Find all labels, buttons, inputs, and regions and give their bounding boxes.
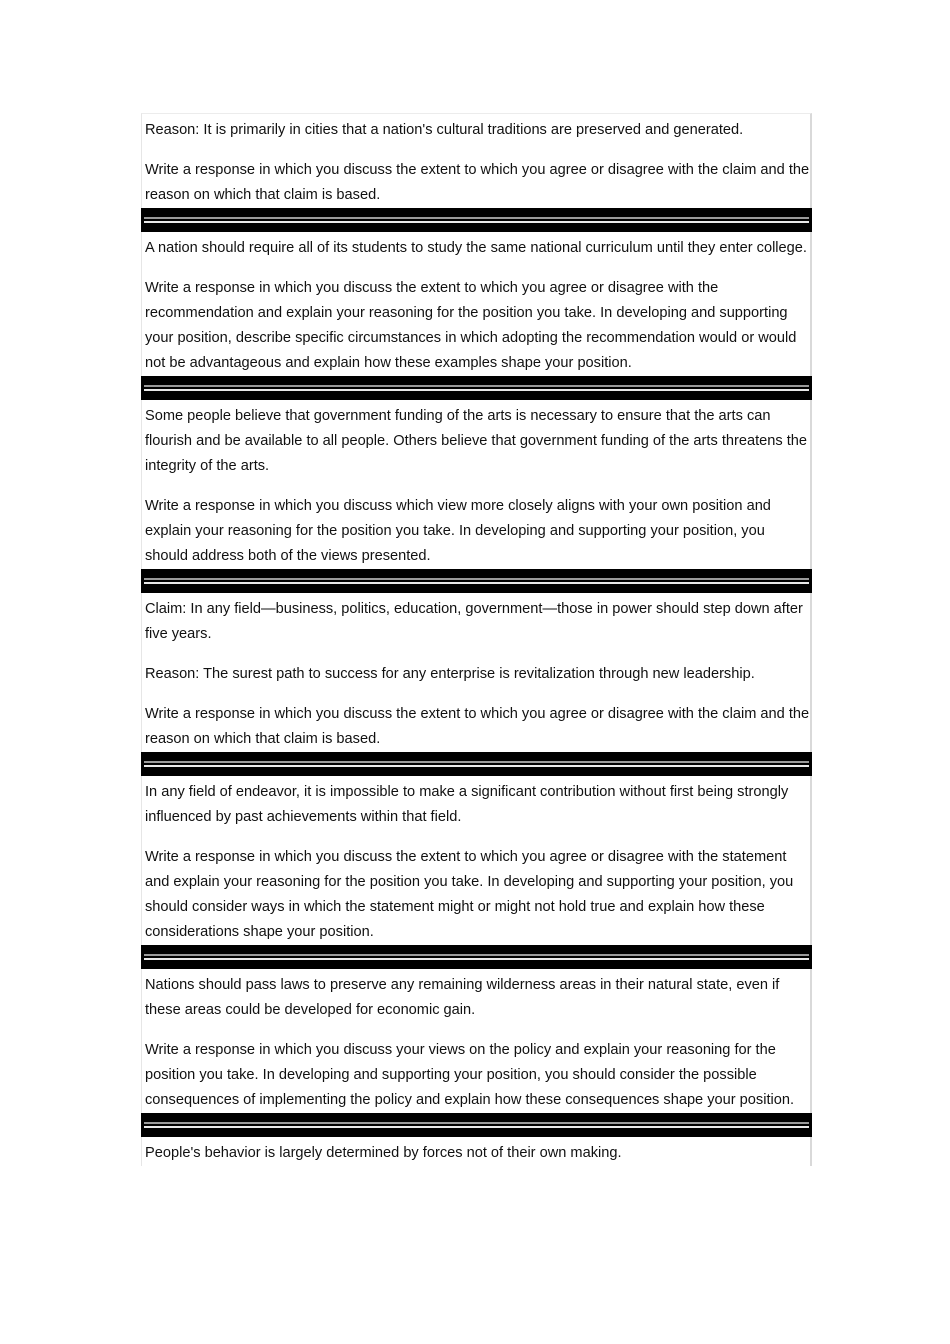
section-divider	[141, 208, 812, 232]
section-divider	[141, 1113, 812, 1137]
prompt-paragraph: Nations should pass laws to preserve any remaining wilderness areas in their natural state, even if these areas could be developed for economic gain.	[145, 977, 780, 1018]
prompt-block	[142, 232, 810, 376]
prompt-paragraph: Write a response in which you discuss the extent to which you agree or disagree with the statement and explain your reasoning for the position you take. In developing and supporting your position, you should consider ways in which the statement might or might not hold true and explain how these considerations shape your position.	[145, 849, 794, 940]
prompt-paragraph: Write a response in which you discuss which view more closely aligns with your own position and explain your reasoning for the position you take. In developing and supporting your position, you should address both of the views presented.	[145, 498, 771, 564]
prompt-paragraph: Write a response in which you discuss the extent to which you agree or disagree with the claim and the reason on which that claim is based.	[145, 706, 810, 747]
section-divider	[141, 376, 812, 400]
prompt-paragraph: Write a response in which you discuss your views on the policy and explain your reasoning for the position you take. In developing and supporting your position, you should consider the possible consequences of implementing the policy and explain how these consequences shape your position.	[145, 1042, 795, 1108]
prompt-paragraph: Write a response in which you discuss the extent to which you agree or disagree with the recommendation and explain your reasoning for the position you take. In developing and supporting your position, describe specific circumstances in which adopting the recommendation would or would not be advantageous and explain how these examples shape your position.	[145, 280, 797, 371]
section-divider	[141, 945, 812, 969]
prompt-paragraph: In any field of endeavor, it is impossible to make a significant contribution without first being strongly influenced by past achievements within that field.	[145, 784, 789, 825]
prompt-paragraph: Reason: It is primarily in cities that a nation's cultural traditions are preserved and generated.	[145, 122, 744, 138]
prompt-block	[142, 593, 810, 752]
prompt-paragraph: Claim: In any field—business, politics, education, government—those in power should step down after five years.	[145, 601, 803, 642]
prompt-paragraph: A nation should require all of its students to study the same national curriculum until they enter college.	[145, 240, 807, 256]
prompt-paragraph: Write a response in which you discuss the extent to which you agree or disagree with the claim and the reason on which that claim is based.	[145, 162, 810, 203]
prompt-paragraph: Some people believe that government funding of the arts is necessary to ensure that the arts can flourish and be available to all people. Others believe that government funding of the arts threatens the integrity of the arts.	[145, 408, 808, 474]
prompt-paragraph: Reason: The surest path to success for any enterprise is revitalization through new leadership.	[145, 666, 755, 682]
prompt-paragraph: People's behavior is largely determined by forces not of their own making.	[145, 1145, 622, 1161]
prompt-block	[142, 969, 810, 1113]
prompt-block	[142, 776, 810, 945]
prompt-block	[142, 114, 810, 208]
prompt-block	[142, 1137, 810, 1166]
section-divider	[141, 752, 812, 776]
prompt-block	[142, 400, 810, 569]
section-divider	[141, 569, 812, 593]
document-content	[141, 113, 812, 1166]
